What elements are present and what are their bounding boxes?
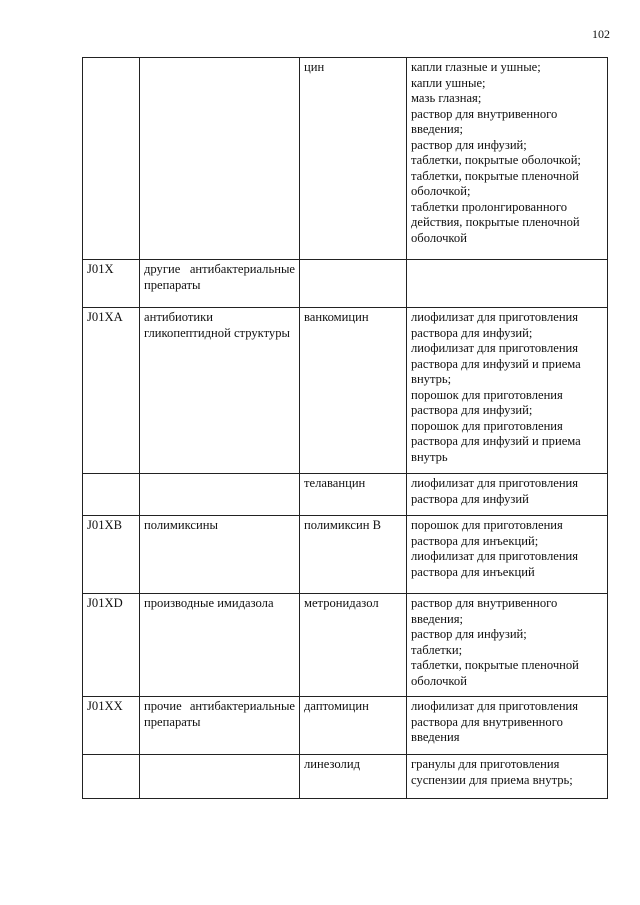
table-row	[83, 308, 608, 474]
dosage-forms	[407, 308, 608, 474]
drug-name: метронидазол	[300, 594, 407, 697]
dosage-forms	[407, 697, 608, 755]
page-number: 102	[592, 27, 610, 41]
drug-name: полимиксин В	[300, 516, 407, 594]
dosage-form-item: лиофилизат для приготовления раствора для инфузий	[411, 476, 579, 506]
dosage-form-item: таблетки;	[411, 642, 463, 657]
dosage-form-item: раствор для инфузий;	[411, 137, 527, 152]
atc-code: J01XX	[83, 697, 140, 755]
drug-name	[300, 260, 407, 308]
dosage-form-item: таблетки, покрытые пленочной оболочкой;	[411, 168, 579, 198]
pharmacological-group: антибиотики гликопептидной структуры	[140, 308, 300, 474]
table-row	[83, 594, 608, 697]
dosage-form-item: капли глазные и ушные;	[411, 60, 541, 74]
dosage-form-item: раствор для инфузий;	[411, 627, 527, 641]
dosage-forms	[407, 58, 608, 260]
dosage-form-item: раствор для внутривенного введения;	[411, 596, 558, 626]
atc-code: J01XB	[83, 516, 140, 594]
dosage-forms	[407, 755, 608, 799]
table-row	[83, 260, 608, 308]
atc-code	[83, 755, 140, 799]
dosage-form-item: лиофилизат для приготовления раствора для инфузий;	[411, 310, 579, 340]
dosage-forms	[407, 474, 608, 516]
drug-name: ванкомицин	[300, 308, 407, 474]
pharmacological-group	[140, 58, 300, 260]
dosage-form-item: таблетки пролонгированного действия, покрытые пленочной оболочкой	[411, 199, 580, 245]
atc-code: J01XD	[83, 594, 140, 697]
dosage-form-item: порошок для приготовления раствора для инъекций;	[411, 518, 563, 548]
dosage-form-item: гранулы для приготовления суспензии для приема внутрь;	[411, 757, 573, 787]
drug-table	[82, 57, 608, 799]
dosage-form-item: порошок для приготовления раствора для инфузий и приема внутрь	[411, 418, 581, 464]
atc-code: J01XA	[83, 308, 140, 474]
table-row	[83, 516, 608, 594]
table-row	[83, 474, 608, 516]
table-row	[83, 697, 608, 755]
atc-code	[83, 58, 140, 260]
drug-name: телаванцин	[300, 474, 407, 516]
drug-name: даптомицин	[300, 697, 407, 755]
dosage-forms	[407, 594, 608, 697]
pharmacological-group: полимиксины	[140, 516, 300, 594]
dosage-forms	[407, 260, 608, 308]
pharmacological-group: прочие антибактериальные препараты	[140, 697, 300, 755]
drug-name: линезолид	[300, 755, 407, 799]
drug-name: цин	[300, 58, 407, 260]
pharmacological-group	[140, 474, 300, 516]
dosage-form-item: лиофилизат для приготовления раствора для инъекций	[411, 549, 579, 579]
table-row	[83, 755, 608, 799]
atc-code	[83, 474, 140, 516]
atc-code: J01X	[83, 260, 140, 308]
table-row	[83, 58, 608, 260]
pharmacological-group: другие антибактериальные препараты	[140, 260, 300, 308]
dosage-form-item: таблетки, покрытые пленочной оболочкой	[411, 658, 579, 688]
dosage-form-item: таблетки, покрытые оболочкой;	[411, 153, 581, 167]
dosage-form-item: порошок для приготовления раствора для инфузий;	[411, 387, 563, 417]
dosage-form-item: капли ушные;	[411, 75, 486, 90]
dosage-forms	[407, 516, 608, 594]
dosage-form-item: раствор для внутривенного введения;	[411, 106, 558, 136]
pharmacological-group: производные имидазола	[140, 594, 300, 697]
dosage-form-item: лиофилизат для приготовления раствора для внутривенного введения	[411, 699, 579, 744]
pharmacological-group	[140, 755, 300, 799]
dosage-form-item: лиофилизат для приготовления раствора для инфузий и приема внутрь;	[411, 341, 581, 386]
dosage-form-item: мазь глазная;	[411, 91, 482, 105]
